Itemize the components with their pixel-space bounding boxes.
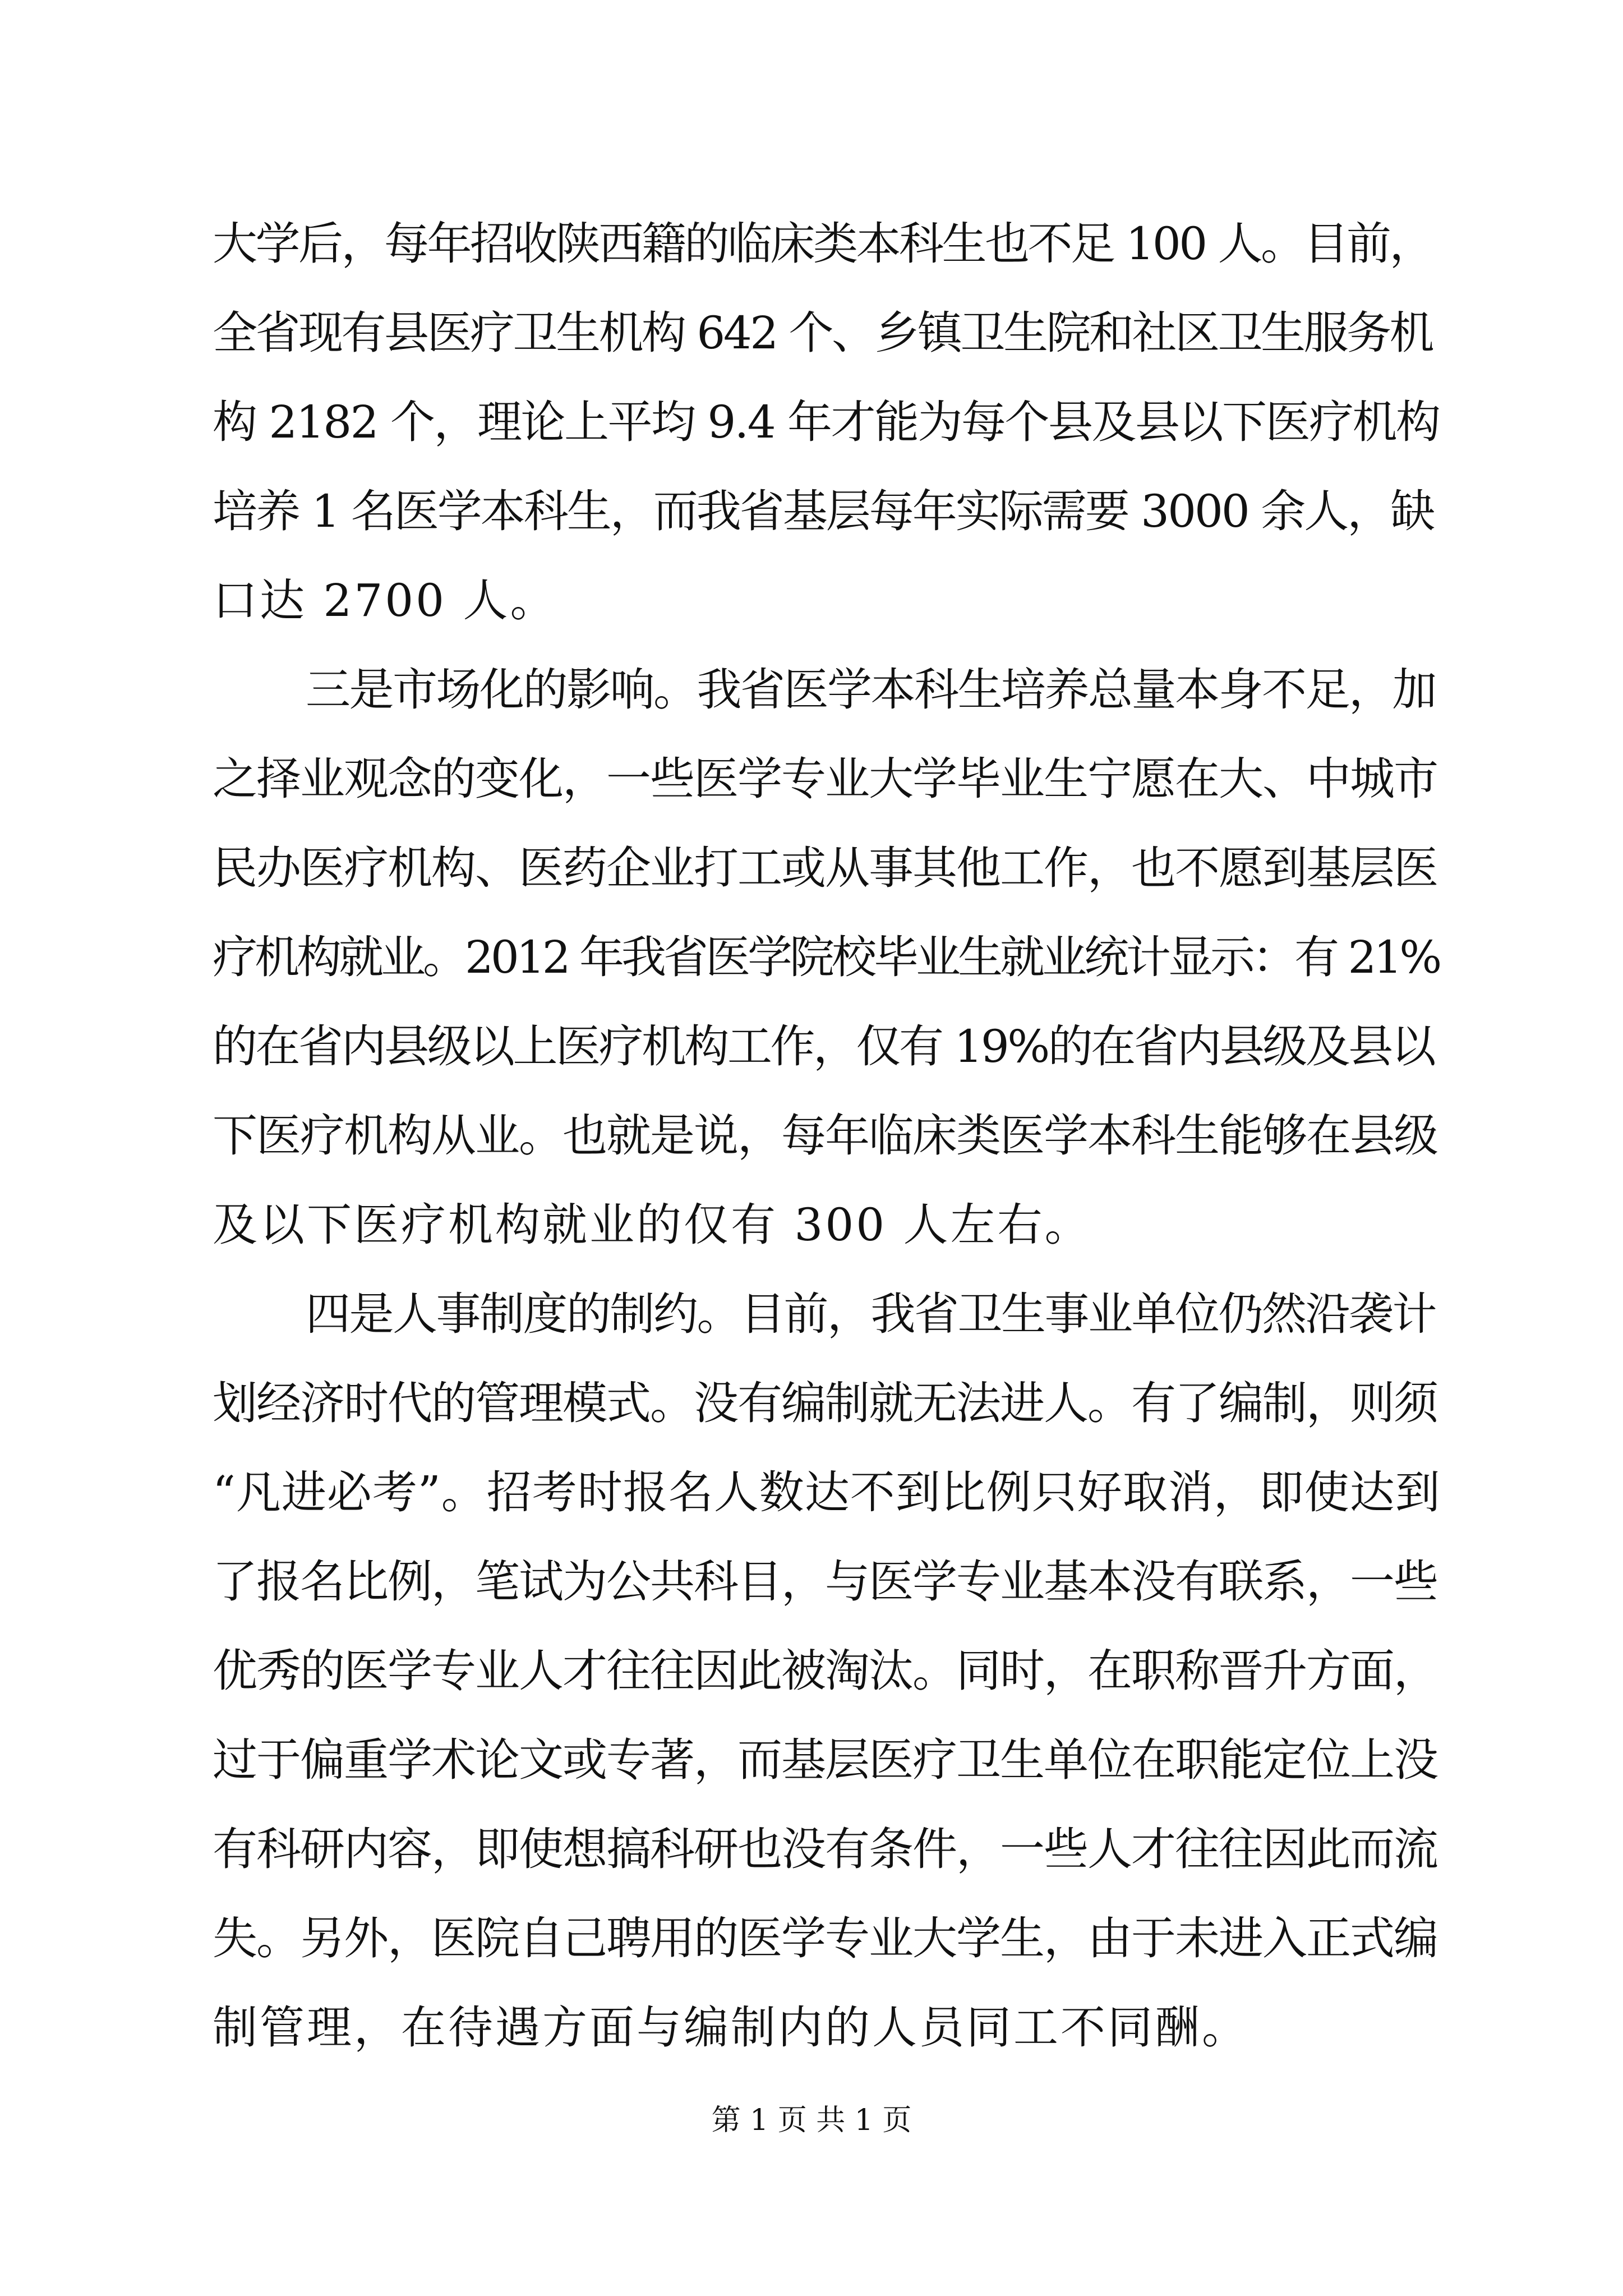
- text-line: 失。另外，医院自己聘用的医学专业大学生，由于未进入正式编: [213, 1912, 1437, 1964]
- text-line: 大学后，每年招收陕西籍的临床类本科生也不足 100 人。目前，: [213, 218, 1433, 270]
- text-line: 过于偏重学术论文或专著，而基层医疗卫生单位在职能定位上没: [213, 1734, 1437, 1786]
- text-line: 划经济时代的管理模式。没有编制就无法进人。有了编制，则须: [213, 1377, 1437, 1429]
- text-line: 制管理，在待遇方面与编制内的人员同工不同酬。: [213, 2001, 1249, 2054]
- text-line: “凡进必考”。招考时报名人数达不到比例只好取消，即使达到: [213, 1466, 1441, 1519]
- text-line: 的在省内县级以上医疗机构工作，仅有 19%的在省内县级及县以: [213, 1020, 1435, 1073]
- text-line: 了报名比例，笔试为公共科目，与医学专业基本没有联系，一些: [213, 1556, 1437, 1608]
- paragraph-first-line: 三是市场化的影响。我省医学本科生培养总量本身不足，加: [306, 664, 1436, 716]
- text-line: 全省现有县医疗卫生机构 642 个、乡镇卫生院和社区卫生服务机: [213, 307, 1433, 359]
- paragraph-first-line: 四是人事制度的制约。目前，我省卫生事业单位仍然沿袭计: [306, 1288, 1436, 1340]
- text-line: 下医疗机构从业。也就是说，每年临床类医学本科生能够在县级: [213, 1110, 1437, 1162]
- document-body: [213, 199, 1441, 2072]
- page-number-label: 第 1 页 共 1 页: [711, 2104, 912, 2137]
- text-line: 有科研内容，即使想搞科研也没有条件，一些人才往往因此而流: [213, 1823, 1437, 1875]
- text-line: 构 2182 个，理论上平均 9.4 年才能为每个县及县以下医疗机构: [213, 396, 1440, 448]
- page-footer: [0, 2101, 1623, 2140]
- text-line: 培养 1 名医学本科生，而我省基层每年实际需要 3000 余人，缺: [213, 485, 1434, 537]
- text-line: 之择业观念的变化，一些医学专业大学毕业生宁愿在大、中城市: [213, 753, 1437, 805]
- text-line: 优秀的医学专业人才往往因此被淘汰。同时，在职称晋升方面，: [213, 1645, 1437, 1697]
- text-line: 口达 2700 人。: [213, 574, 557, 627]
- text-line: 民办医疗机构、医药企业打工或从事其他工作，也不愿到基层医: [213, 842, 1437, 894]
- text-line: 疗机构就业。2012 年我省医学院校毕业生就业统计显示：有 21%: [213, 931, 1440, 983]
- text-line: 及以下医疗机构就业的仅有 300 人左右。: [213, 1199, 1092, 1251]
